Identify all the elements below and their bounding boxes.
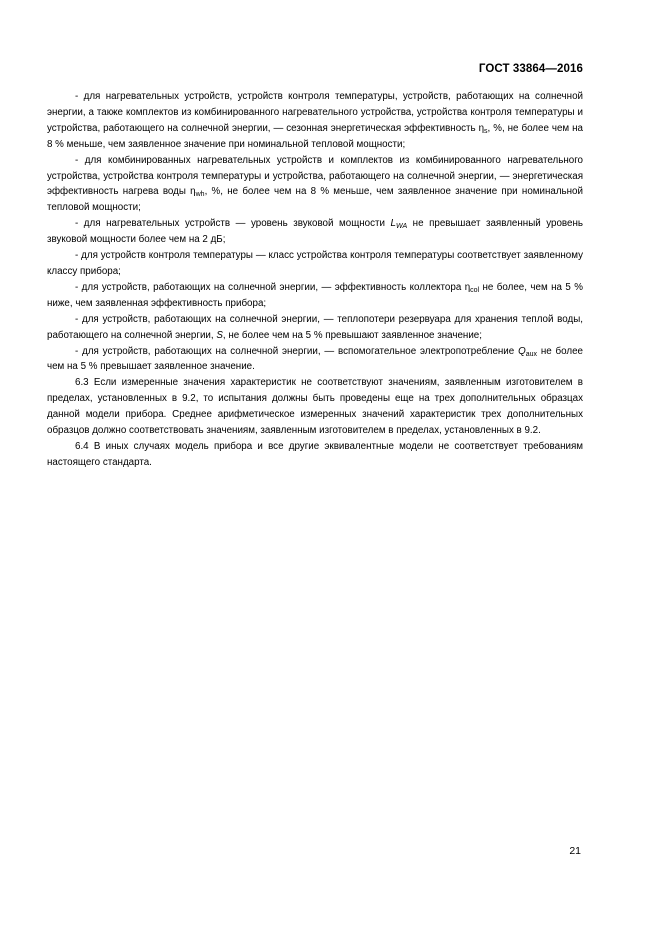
text-run: , %, не более чем на 8 % меньше, чем заявленное значение при номинальной тепловой мощности;	[47, 186, 583, 214]
list-item-temperature-control-class	[47, 248, 583, 280]
math-symbol: S	[216, 329, 223, 341]
subscript: s	[484, 127, 488, 135]
text-run: - для устройств, работающих на солнечной энергии, — вспомогательное электропотребление	[75, 345, 519, 357]
page-number: 21	[569, 845, 581, 857]
clause-6-3	[47, 375, 583, 439]
text-run: - для нагревательных устройств — уровень звуковой мощности	[75, 218, 391, 230]
text-run: 6.3 Если измеренные значения характеристик не соответствуют значениям, заявленным изготовителем в пределах, установленных в 9.2, то испытания должны быть проведены еще на трех дополнительных образцах данной модели прибора. Среднее арифметическое измеренных значений характеристик трех дополнительных образцов должно соответствовать значениям, заявленным изготовителем в пределах, установленных в 9.2.	[47, 377, 583, 437]
clause-6-4	[47, 439, 583, 471]
text-run: не превышает заявленный уровень звуковой мощности более чем на 2 дБ;	[47, 218, 583, 246]
math-symbol: L	[390, 218, 396, 230]
subscript: wh	[195, 191, 205, 199]
subscript: aux	[525, 350, 537, 358]
list-item-seasonal-efficiency	[47, 89, 583, 153]
subscript: WA	[395, 223, 408, 231]
list-item-water-heating-efficiency	[47, 153, 583, 217]
math-symbol: Q	[518, 345, 526, 357]
text-run: - для устройств, работающих на солнечной энергии, — теплопотери резервуара для хранения теплой воды, работающего на солнечной энергии,	[47, 313, 583, 341]
list-item-sound-power	[47, 216, 583, 248]
list-item-collector-efficiency	[47, 280, 583, 312]
subscript: col	[470, 286, 480, 294]
text-run: не более чем на 5 % превышает заявленное значение.	[47, 345, 583, 373]
standard-header: ГОСТ 33864—2016	[478, 63, 583, 75]
text-run: - для устройств контроля температуры — класс устройства контроля температуры соответствует заявленному классу прибора;	[47, 250, 583, 277]
text-run: - для устройств, работающих на солнечной энергии, — эффективность коллектора η	[75, 281, 471, 293]
text-run: , %, не более чем на 8 % меньше, чем заявленное значение при номинальной тепловой мощности;	[47, 122, 583, 150]
text-run: не более, чем на 5 % ниже, чем заявленная эффективность прибора;	[47, 281, 583, 309]
text-run: , не более чем на 5 % превышают заявленное значение;	[222, 329, 482, 341]
text-run: - для нагревательных устройств, устройств контроля температуры, устройств, работающих на солнечной энергии, а также комплектов из комбинированного нагревательного устройства, устройства контроля температуры и устройства, работающего на солнечной энергии, — сезонная энергетическая эффективность η	[47, 91, 583, 134]
text-run: - для комбинированных нагревательных устройств и комплектов из комбинированного нагревательного устройства, устройства контроля температуры и устройства, работающего на солнечной энергии, — энергетическая эффективность нагрева воды η	[47, 154, 583, 198]
body-text	[47, 89, 583, 471]
list-item-tank-heat-loss	[47, 312, 583, 344]
text-run: 6.4 В иных случаях модель прибора и все другие эквивалентные модели не соответствует требованиям настоящего стандарта.	[47, 440, 583, 468]
list-item-auxiliary-consumption	[47, 344, 583, 376]
